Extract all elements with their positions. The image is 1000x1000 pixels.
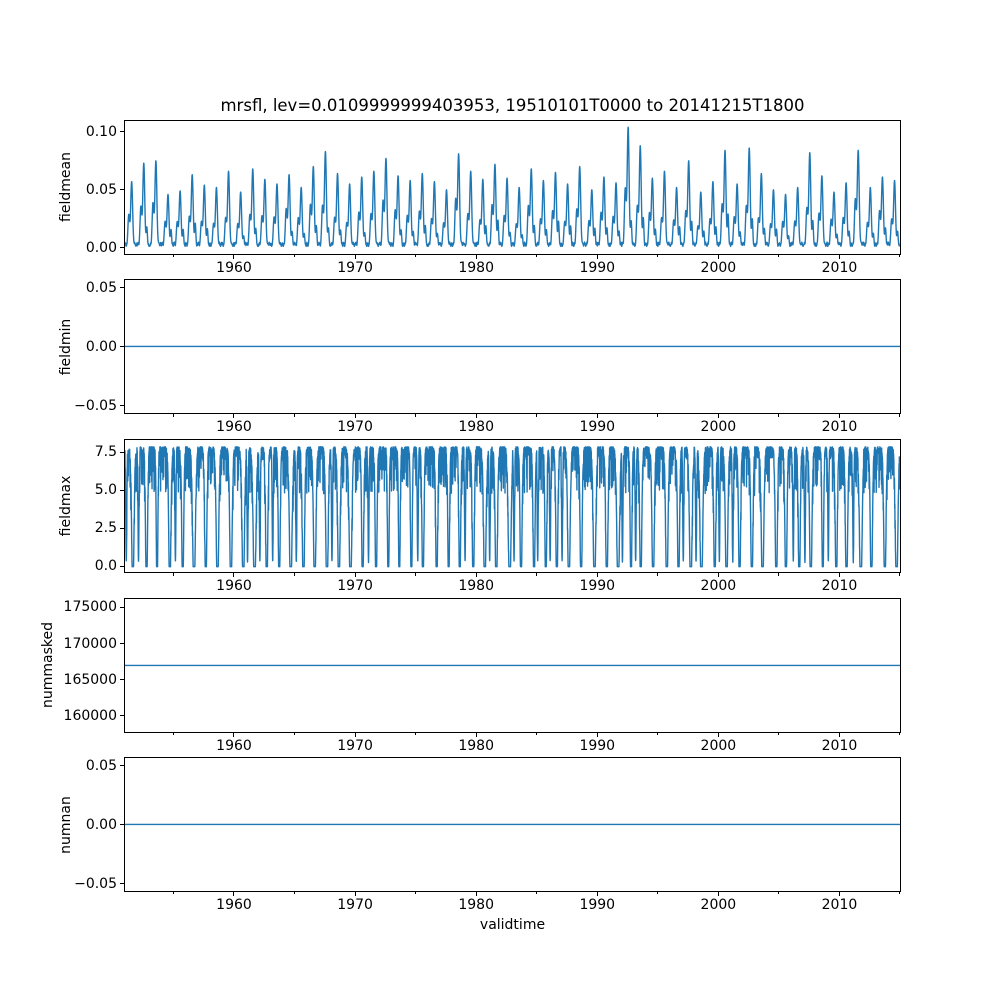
- fieldmax-ytick-label: 2.5: [94, 520, 117, 537]
- xtick-label: 1960: [216, 896, 252, 913]
- xtick-major: [476, 892, 477, 896]
- xtick-major: [718, 892, 719, 896]
- xtick-major: [233, 414, 234, 418]
- xtick-minor: [657, 573, 658, 576]
- numnan-ytick-label: −0.05: [74, 875, 117, 892]
- subplot-numnan: [58, 757, 901, 913]
- xtick-minor: [778, 255, 779, 258]
- xtick-minor: [536, 255, 537, 258]
- fieldmean-axis-label: fieldmean: [58, 152, 74, 223]
- nummasked-axis-label: nummasked: [40, 622, 56, 709]
- subplot-nummasked: [40, 598, 901, 754]
- xtick-minor: [173, 573, 174, 576]
- xtick-minor: [899, 255, 900, 258]
- xtick-label: 2010: [821, 896, 858, 913]
- xtick-label: 1970: [337, 259, 373, 276]
- fieldmean-ytick: [120, 131, 124, 132]
- xtick-minor: [415, 733, 416, 736]
- xtick-label: 2000: [700, 419, 737, 436]
- xtick-major: [233, 733, 234, 737]
- xtick-label: 1980: [458, 419, 494, 436]
- xtick-minor: [294, 573, 295, 576]
- xtick-label: 1970: [337, 419, 373, 436]
- xtick-label: 2010: [821, 578, 858, 595]
- fieldmax-line-series: [125, 440, 900, 573]
- xtick-label: 1970: [337, 737, 373, 754]
- fieldmean-ytick: [120, 189, 124, 190]
- xtick-major: [355, 573, 356, 577]
- numnan-line-series: [125, 758, 900, 891]
- fieldmean-ytick-label: 0.05: [85, 181, 117, 198]
- xtick-minor: [294, 414, 295, 417]
- xtick-label: 1980: [458, 259, 494, 276]
- xtick-label: 2010: [821, 737, 858, 754]
- fieldmax-ytick-label: 7.5: [94, 444, 117, 461]
- xtick-major: [476, 255, 477, 259]
- xtick-major: [355, 414, 356, 418]
- xtick-label: 2000: [700, 737, 737, 754]
- xtick-label: 1990: [579, 259, 616, 276]
- xtick-major: [718, 733, 719, 737]
- xtick-major: [839, 414, 840, 418]
- xtick-minor: [415, 414, 416, 417]
- fieldmax-ytick: [120, 528, 124, 529]
- fieldmin-axis-label: fieldmin: [58, 318, 74, 375]
- subplot-fieldmax: [58, 439, 901, 595]
- figure-title: mrsfl, lev=0.0109999999403953, 19510101T0000 to 20141215T1800: [220, 96, 805, 115]
- xtick-label: 1980: [458, 578, 494, 595]
- fieldmin-ytick: [120, 287, 124, 288]
- nummasked-ytick-label: 160000: [63, 707, 117, 724]
- xtick-major: [355, 255, 356, 259]
- xtick-major: [355, 733, 356, 737]
- fieldmin-ytick-label: 0.05: [85, 279, 117, 296]
- xtick-minor: [294, 892, 295, 895]
- xtick-minor: [899, 733, 900, 736]
- xtick-minor: [778, 573, 779, 576]
- subplot-fieldmean: [58, 120, 901, 276]
- xtick-major: [718, 414, 719, 418]
- fieldmin-ytick-label: −0.05: [74, 397, 117, 414]
- xtick-major: [839, 573, 840, 577]
- numnan-ytick-label: 0.00: [85, 816, 117, 833]
- xtick-minor: [415, 255, 416, 258]
- fieldmean-ytick-label: 0.00: [85, 239, 117, 256]
- numnan-ytick-label: 0.05: [85, 757, 117, 774]
- xtick-minor: [294, 733, 295, 736]
- fieldmax-ytick: [120, 490, 124, 491]
- xtick-minor: [657, 414, 658, 417]
- fieldmin-ytick: [120, 405, 124, 406]
- nummasked-ytick-label: 175000: [63, 599, 117, 616]
- xtick-label: 1990: [579, 737, 616, 754]
- xtick-minor: [294, 255, 295, 258]
- nummasked-ytick: [120, 679, 124, 680]
- xtick-major: [233, 255, 234, 259]
- fieldmean-ytick: [120, 247, 124, 248]
- xtick-minor: [657, 255, 658, 258]
- xtick-minor: [536, 573, 537, 576]
- xtick-label: 1970: [337, 896, 373, 913]
- xtick-minor: [173, 255, 174, 258]
- fieldmax-ytick-label: 5.0: [94, 482, 117, 499]
- fieldmax-ytick: [120, 566, 124, 567]
- xtick-minor: [778, 733, 779, 736]
- fieldmin-line-series: [125, 280, 900, 413]
- nummasked-ytick-label: 170000: [63, 635, 117, 652]
- xtick-minor: [778, 892, 779, 895]
- xtick-label: 1980: [458, 896, 494, 913]
- xtick-label: 2000: [700, 578, 737, 595]
- xtick-label: 1990: [579, 419, 616, 436]
- xtick-major: [233, 892, 234, 896]
- xtick-major: [476, 573, 477, 577]
- xtick-minor: [173, 733, 174, 736]
- xtick-minor: [415, 573, 416, 576]
- xtick-label: 1980: [458, 737, 494, 754]
- xtick-major: [233, 573, 234, 577]
- xtick-major: [597, 414, 598, 418]
- fieldmean-line-series: [125, 121, 900, 254]
- xtick-minor: [778, 414, 779, 417]
- xtick-minor: [657, 892, 658, 895]
- xtick-major: [839, 733, 840, 737]
- xtick-major: [476, 414, 477, 418]
- xtick-label: 1960: [216, 737, 252, 754]
- xtick-minor: [657, 733, 658, 736]
- fieldmin-ytick: [120, 346, 124, 347]
- xtick-label: 1990: [579, 896, 616, 913]
- xtick-major: [597, 573, 598, 577]
- xtick-label: 1960: [216, 578, 252, 595]
- numnan-ytick: [120, 824, 124, 825]
- nummasked-ytick: [120, 643, 124, 644]
- numnan-axis-label: numnan: [58, 795, 74, 854]
- nummasked-ytick: [120, 607, 124, 608]
- xtick-major: [839, 892, 840, 896]
- fieldmax-axis-label: fieldmax: [58, 475, 74, 537]
- xtick-minor: [415, 892, 416, 895]
- nummasked-line-series: [125, 599, 900, 732]
- xtick-label: 2010: [821, 419, 858, 436]
- nummasked-ytick-label: 165000: [63, 671, 117, 688]
- xtick-label: 1960: [216, 419, 252, 436]
- xtick-major: [355, 892, 356, 896]
- xtick-label: 2010: [821, 259, 858, 276]
- nummasked-ytick: [120, 715, 124, 716]
- fieldmean-ytick-label: 0.10: [85, 123, 117, 140]
- xtick-minor: [173, 892, 174, 895]
- xtick-label: 2000: [700, 896, 737, 913]
- xtick-label: 1990: [579, 578, 616, 595]
- fieldmax-ytick-label: 0.0: [94, 558, 117, 575]
- xtick-major: [597, 255, 598, 259]
- fieldmin-ytick-label: 0.00: [85, 338, 117, 355]
- subplot-fieldmin: [58, 279, 901, 436]
- xtick-major: [597, 733, 598, 737]
- numnan-ytick: [120, 883, 124, 884]
- xtick-minor: [173, 414, 174, 417]
- xtick-minor: [536, 892, 537, 895]
- xtick-minor: [899, 892, 900, 895]
- xtick-label: 1970: [337, 578, 373, 595]
- numnan-ytick: [120, 765, 124, 766]
- xtick-major: [476, 733, 477, 737]
- xtick-minor: [536, 733, 537, 736]
- xtick-major: [839, 255, 840, 259]
- xtick-minor: [536, 414, 537, 417]
- xtick-label: 2000: [700, 259, 737, 276]
- x-axis-label: validtime: [479, 917, 546, 933]
- xtick-label: 1960: [216, 259, 252, 276]
- xtick-minor: [899, 414, 900, 417]
- xtick-major: [597, 892, 598, 896]
- xtick-minor: [899, 573, 900, 576]
- fieldmax-ytick: [120, 452, 124, 453]
- xtick-major: [718, 255, 719, 259]
- xtick-major: [718, 573, 719, 577]
